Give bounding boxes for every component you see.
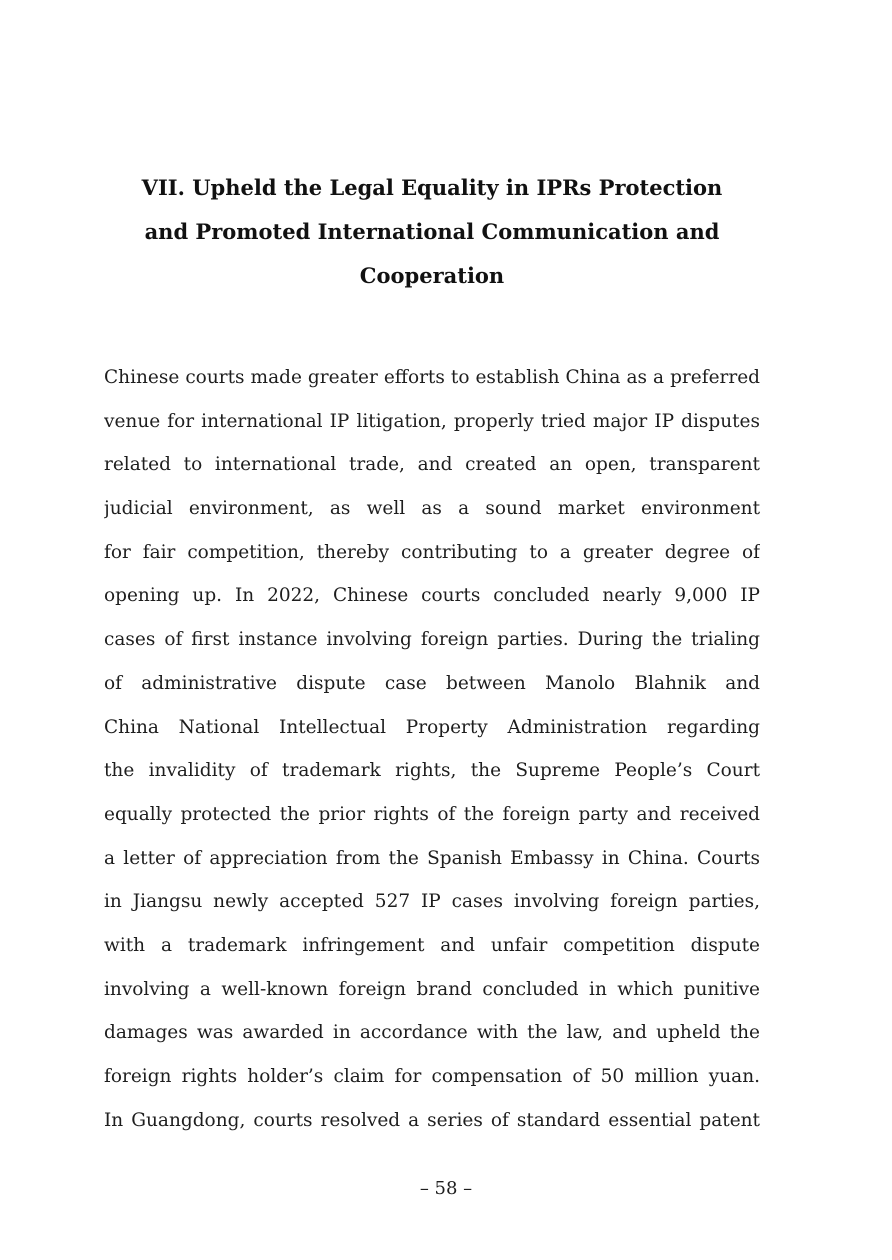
section-title bbox=[104, 166, 760, 298]
paragraph-line: damages was awarded in accordance with the law, and upheld the bbox=[104, 1022, 760, 1044]
paragraph-line: judicial environment, as well as a sound market environment bbox=[104, 498, 760, 520]
section-title-line-3: Cooperation bbox=[359, 263, 505, 288]
paragraph-line: China National Intellectual Property Administration regarding bbox=[104, 716, 760, 738]
paragraph-line: the invalidity of trademark rights, the Supreme People’s Court bbox=[104, 760, 760, 782]
paragraph-line: equally protected the prior rights of the foreign party and received bbox=[104, 803, 760, 825]
paragraph-line: of administrative dispute case between Manolo Blahnik and bbox=[104, 672, 760, 694]
paragraph-line: foreign rights holder’s claim for compensation of 50 million yuan. bbox=[104, 1066, 760, 1087]
paragraph-line: in Jiangsu newly accepted 527 IP cases involving foreign parties, bbox=[104, 891, 760, 913]
section-title-line-1: VII. Upheld the Legal Equality in IPRs Protection bbox=[141, 175, 723, 200]
paragraph-line: venue for international IP litigation, properly tried major IP disputes bbox=[104, 410, 760, 432]
paragraph-line: with a trademark infringement and unfair competition dispute bbox=[104, 934, 760, 956]
section-title-line-2: and Promoted International Communication and bbox=[144, 219, 720, 244]
paragraph-line: In Guangdong, courts resolved a series of standard essential patent bbox=[104, 1109, 760, 1131]
page-number: – 58 – bbox=[419, 1178, 473, 1199]
body-paragraph bbox=[104, 356, 760, 1142]
paragraph-line: related to international trade, and created an open, transparent bbox=[104, 454, 760, 476]
paragraph-line: Chinese courts made greater efforts to establish China as a preferred bbox=[104, 367, 760, 388]
paragraph-line: a letter of appreciation from the Spanish Embassy in China. Courts bbox=[104, 847, 760, 869]
paragraph-line: for fair competition, thereby contributing to a greater degree of bbox=[104, 541, 760, 563]
paragraph-line: cases of first instance involving foreign parties. During the trialing bbox=[104, 629, 760, 651]
paragraph-line: opening up. In 2022, Chinese courts concluded nearly 9,000 IP bbox=[104, 585, 760, 607]
paragraph-line: involving a well-known foreign brand concluded in which punitive bbox=[104, 978, 760, 1000]
